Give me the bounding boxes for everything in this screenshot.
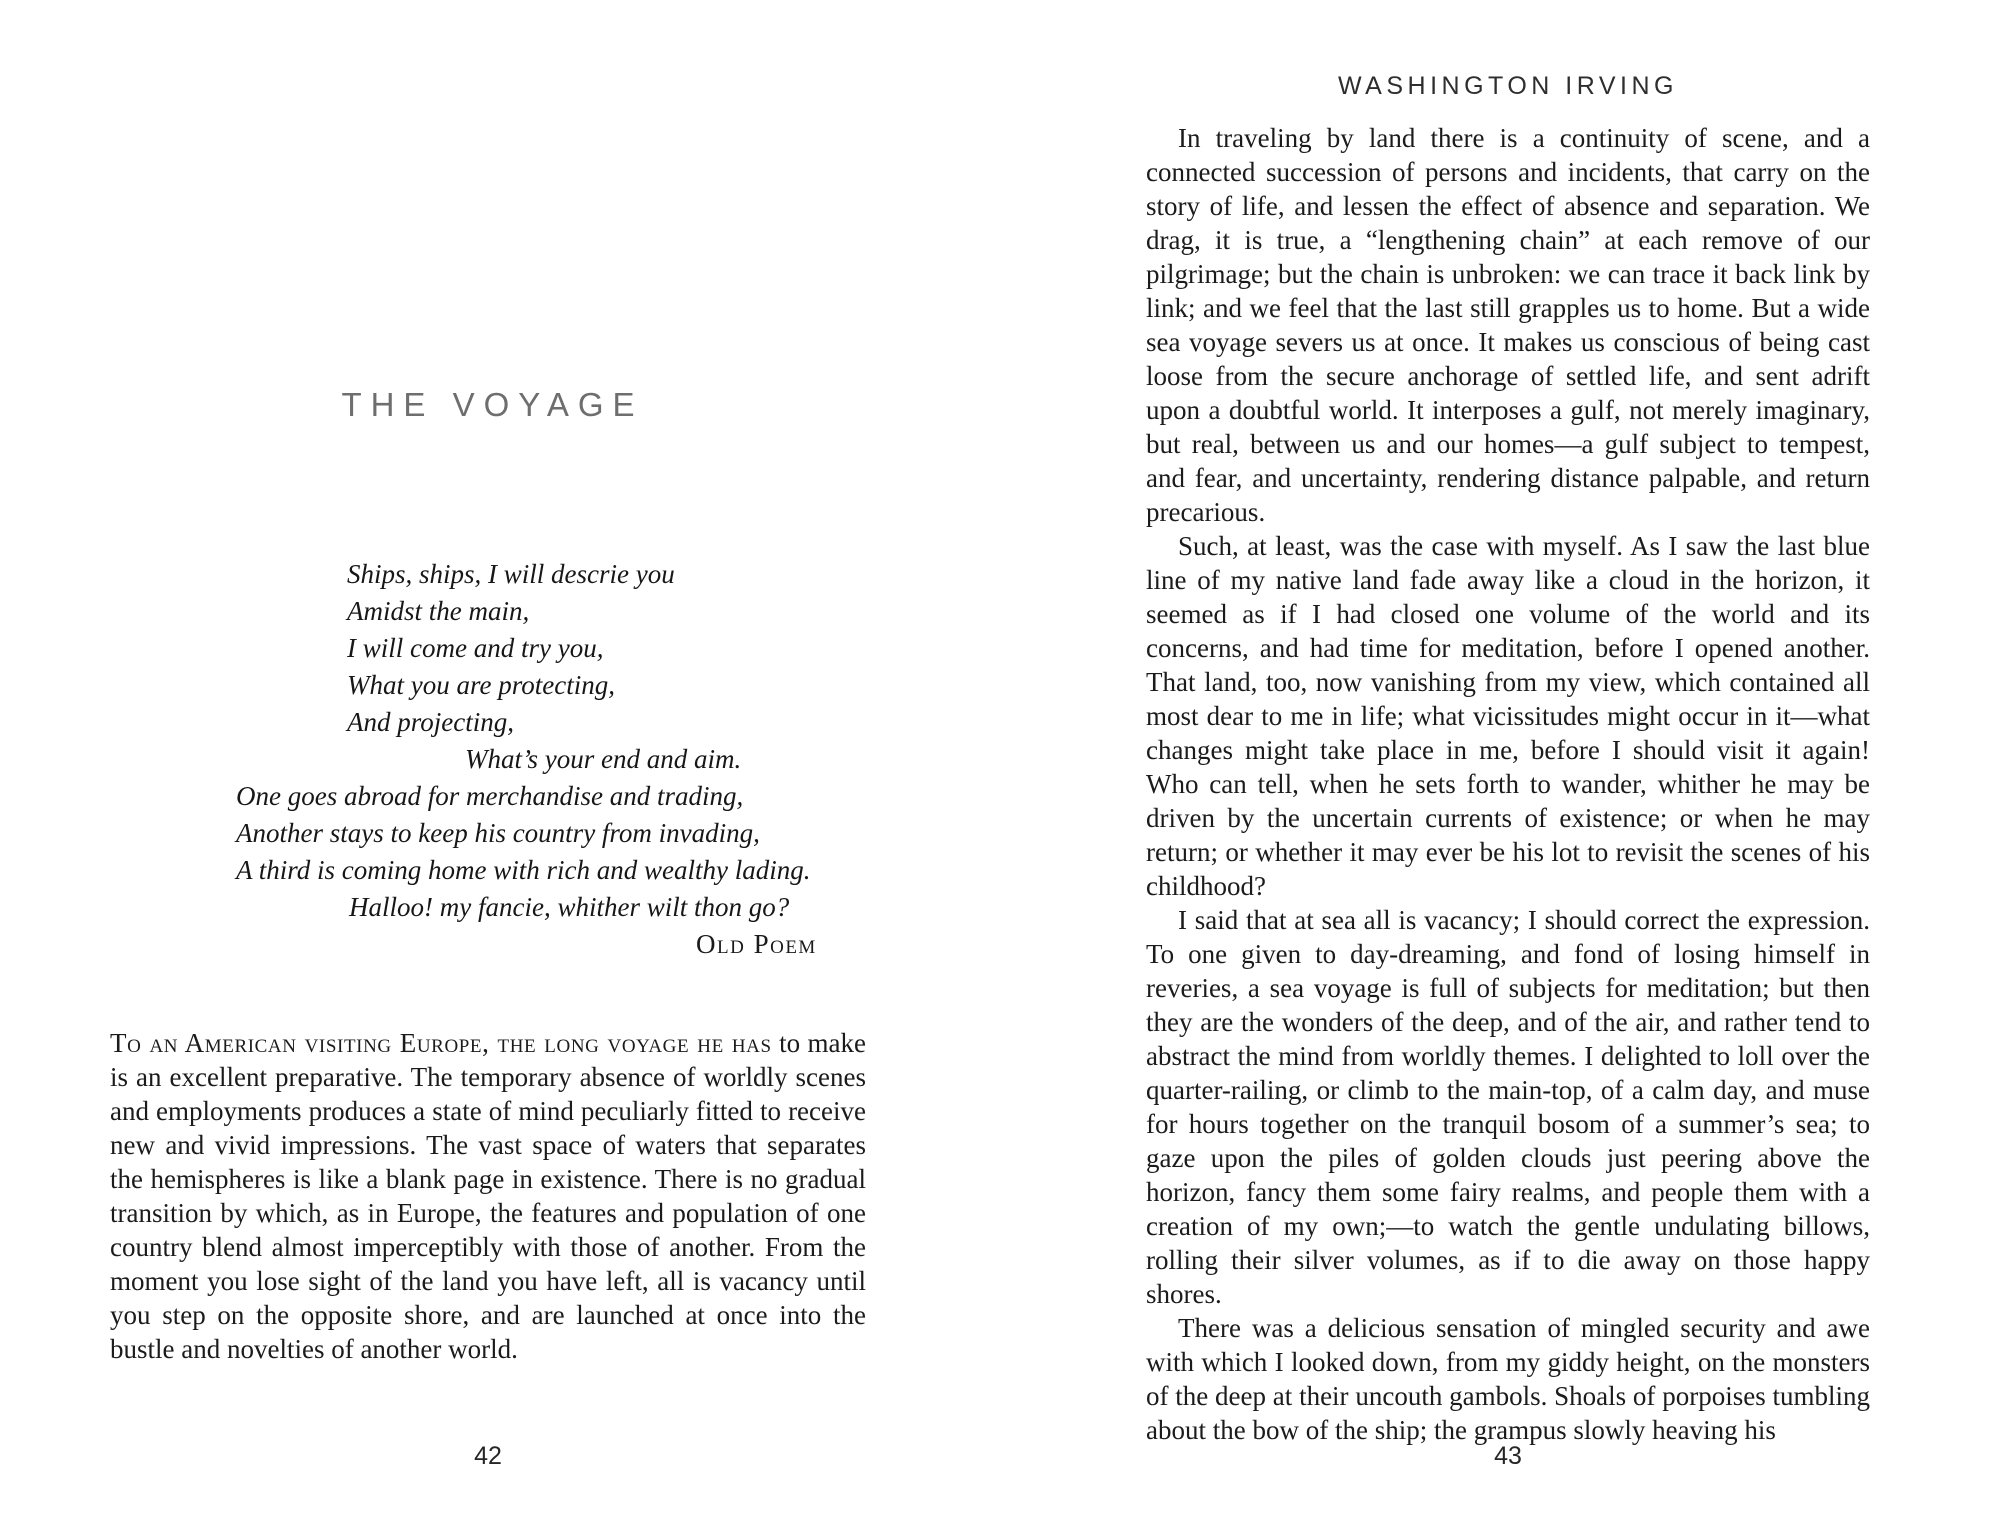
body-paragraph: In traveling by land there is a continuity of scene, and a connected succession of persons and incidents, that carry on the story of life, and lessen the effect of absence and separation. We drag, it is true, a “lengthening chain” at each remove of our pilgrimage; but the chain is unbroken: we can trace it back link by link; and we feel that the last still grapples us to home. But a wide sea voyage severs us at once. It makes us conscious of being cast loose from the secure anchorage of settled life, and sent adrift upon a doubtful world. It interposes a gulf, not merely imaginary, but real, between us and our homes—a gulf subject to tempest, and fear, and uncertainty, rendering distance palpable, and return precarious. xyxy=(1146,123,1870,527)
poem-line: One goes abroad for merchandise and trading, xyxy=(236,781,744,811)
body-paragraph: I said that at sea all is vacancy; I should correct the expression. To one given to day-dreaming, and fond of losing himself in reveries, a sea voyage is full of subjects for meditation; but then they are the wonders of the deep, and of the air, and rather tend to abstract the mind from worldly themes. I delighted to loll over the quarter-railing, or climb to the main-top, of a calm day, and muse for hours together on the tranquil bosom of a summer’s sea; to gaze upon the piles of golden clouds just peering above the horizon, fancy them some fairy realms, and people them with a creation of my own;—to watch the gentle undulating billows, rolling their silver volumes, as if to die away on those happy shores. xyxy=(1146,905,1870,1309)
page-number-left: 42 xyxy=(474,1442,502,1470)
poem-line: And projecting, xyxy=(347,707,514,737)
chapter-title: THE VOYAGE xyxy=(341,386,644,423)
poem-line: A third is coming home with rich and wealthy lading. xyxy=(236,855,811,885)
poem-line: What’s your end and aim. xyxy=(465,744,742,774)
poem-epigraph xyxy=(110,556,910,963)
poem-line: Halloo! my fancie, whither wilt thon go? xyxy=(349,892,790,922)
body-paragraph: Such, at least, was the case with myself. As I saw the last blue line of my native land fade away like a cloud in the horizon, it seemed as if I had closed one volume of the world and its concerns, and had time for meditation, before I opened another. That land, too, now vanishing from my view, which contained all most dear to me in life; what vicissitudes might occur in it—what changes might take place in me, before I should visit it again! Who can tell, when he sets forth to wander, whither he may be driven by the uncertain currents of existence; or when he may return; or whether it may ever be his lot to revisit the scenes of his childhood? xyxy=(1146,531,1870,901)
page-right xyxy=(1000,0,2000,1524)
poem-line: Another stays to keep his country from invading, xyxy=(236,818,760,848)
body-paragraph-text: to make is an excellent preparative. The temporary absence of worldly scenes and employments produces a state of mind peculiarly fitted to receive new and vivid impressions. The vast space of waters that separates the hemispheres is like a blank page in existence. There is no gradual transition by which, as in Europe, the features and population of one country blend almost imperceptibly with those of another. From the moment you lose sight of the land you have left, all is vacancy until you step on the opposite shore, and are launched at once into the bustle and novelties of another world. xyxy=(110,1028,866,1364)
poem-line: What you are protecting, xyxy=(347,670,615,700)
body-text-column xyxy=(1146,121,1870,1447)
body-paragraph xyxy=(110,1026,866,1366)
lead-in-small-caps: To an American visiting Europe, the long voyage he has xyxy=(110,1028,772,1058)
poem-line: Ships, ships, I will descrie you xyxy=(347,559,675,589)
body-paragraph: There was a delicious sensation of mingled security and awe with which I looked down, from my giddy height, on the monsters of the deep at their uncouth gambols. Shoals of porpoises tumbling about the bow of the ship; the grampus slowly heaving his xyxy=(1146,1313,1870,1445)
poem-attribution: Old Poem xyxy=(696,929,817,959)
running-header: WASHINGTON IRVING xyxy=(1338,72,1678,100)
poem-line: I will come and try you, xyxy=(347,633,604,663)
poem-line: Amidst the main, xyxy=(347,596,530,626)
page-number-right: 43 xyxy=(1494,1442,1522,1470)
